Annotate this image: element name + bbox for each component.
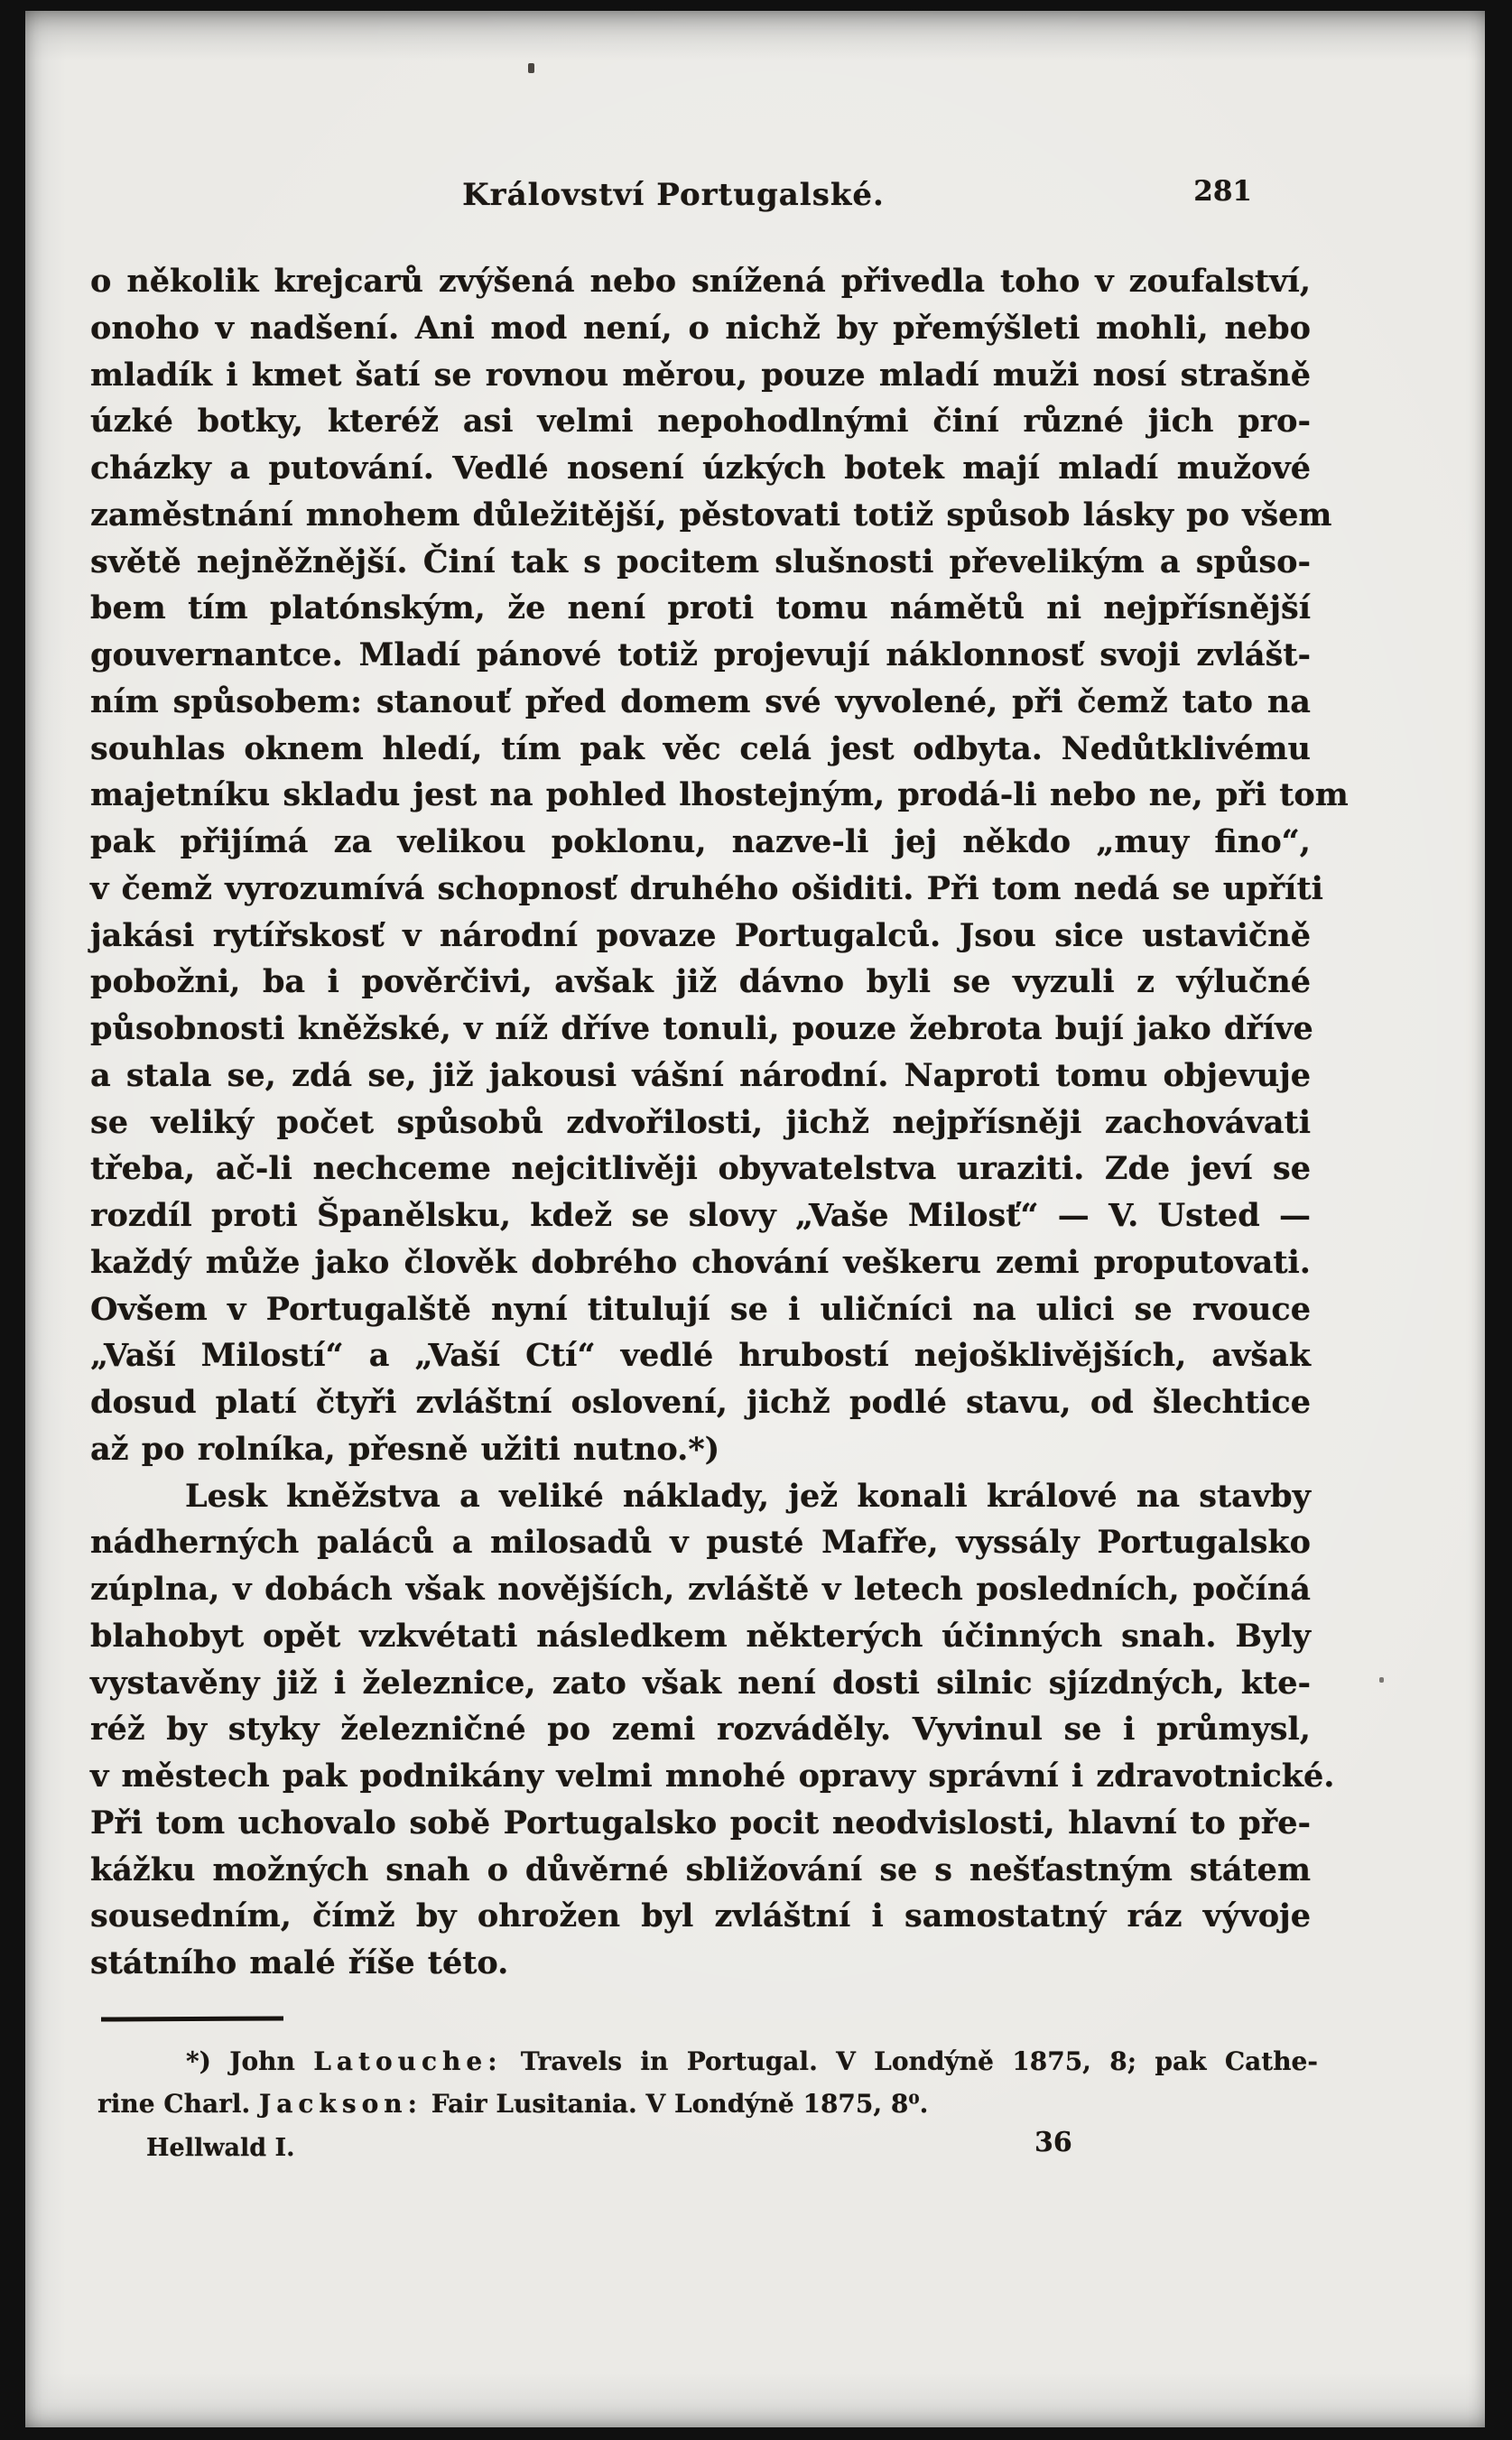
- body-line: bem tím platónským, že není proti tomu námětů ni nejpřísnější: [90, 589, 1311, 627]
- body-line: onoho v nadšení. Ani mod není, o nichž by přemýšleti mohli, nebo: [90, 309, 1311, 347]
- body-line: mladík i kmet šatí se rovnou měrou, pouze mladí muži nosí strašně: [90, 356, 1311, 394]
- body-line: jakási rytířskosť v národní povaze Portugalců. Jsou sice ustavičně: [90, 916, 1311, 954]
- footnote-text: *) John: [186, 2046, 314, 2076]
- footnote-text: rine Charl.: [97, 2089, 259, 2119]
- body-line: působnosti kněžské, v níž dříve tonuli, pouze žebrota bují jako dříve: [90, 1010, 1313, 1047]
- body-line: pak přijímá za velikou poklonu, nazve-li jej někdo „muy fino“,: [90, 823, 1311, 860]
- scan-speck: [528, 63, 534, 73]
- body-line: Ovšem v Portugalště nyní titulují se i uličníci na ulici se rvouce: [90, 1290, 1311, 1328]
- body-line: souhlas oknem hledí, tím pak věc celá jest odbyta. Nedůtklivému: [90, 729, 1311, 767]
- footnote-separator-rule: [101, 2016, 283, 2021]
- body-line: a stala se, zdá se, již jakousi vášní národní. Naproti tomu objevuje: [90, 1056, 1311, 1094]
- body-line: zaměstnání mnohem důležitější, pěstovati totiž spůsob lásky po všem: [90, 496, 1332, 533]
- book-page: [25, 11, 1485, 2427]
- scan-speck: [1379, 1677, 1384, 1683]
- body-line: majetníku skladu jest na pohled lhostejným, prodá-li nebo ne, při tom: [90, 776, 1349, 814]
- footnote: [97, 2040, 1318, 2125]
- body-line: ním spůsobem: stanouť před domem své vyvolené, při čemž tato na: [90, 682, 1311, 720]
- footnote-line-1: [97, 2040, 1318, 2083]
- body-line: gouvernantce. Mladí pánové totiž projevují náklonnosť svoji zvlášt-: [90, 636, 1311, 673]
- body-line: pobožni, ba i pověrčivi, avšak již dávno byli se vyzuli z výlučné: [90, 963, 1311, 1001]
- running-head-title: Království Portugalské.: [462, 177, 885, 213]
- footnote-text: Travels in Portugal. V Londýně 1875, 8; pak Cathe-: [502, 2046, 1318, 2076]
- body-line: kážku možných snah o důvěrné sbližování se s nešťastným státem: [90, 1851, 1311, 1888]
- body-line: v městech pak podnikány velmi mnohé opravy správní i zdravotnické.: [90, 1758, 1335, 1795]
- body-line: každý může jako člověk dobrého chování veškeru zemi proputovati.: [90, 1243, 1311, 1281]
- body-line: blahobyt opět vzkvétati následkem některých účinných snah. Byly: [90, 1617, 1311, 1655]
- body-line: Při tom uchovalo sobě Portugalsko pocit neodvislosti, hlavní to pře-: [90, 1804, 1311, 1842]
- body-line: se veliký počet spůsobů zdvořilosti, jichž nejpřísněji zachovávati: [90, 1103, 1311, 1141]
- body-line: Lesk kněžstva a veliké náklady, jež konali králové na stavby: [185, 1477, 1311, 1515]
- author-name-spaced: Latouche:: [313, 2046, 503, 2076]
- body-line: světě nejněžnější. Činí tak s pocitem slušnosti převelikým a spůso-: [90, 543, 1311, 580]
- author-name-spaced: Jackson:: [258, 2089, 422, 2119]
- body-line: o několik krejcarů zvýšená nebo snížená přivedla toho v zoufalství,: [90, 263, 1311, 300]
- body-line: úzké botky, kteréž asi velmi nepohodlnými činí různé jich pro-: [90, 403, 1311, 441]
- body-line: réž by styky železničné po zemi rozváděly. Vyvinul se i průmysl,: [90, 1711, 1311, 1749]
- body-line: až po rolníka, přesně užiti nutno.*): [90, 1430, 720, 1468]
- body-line: „Vaší Milostí“ a „Vaší Ctí“ vedlé hrubostí nejošklivějších, avšak: [90, 1337, 1311, 1375]
- body-line: v čemž vyrozumívá schopnosť druhého ošiditi. Při tom nedá se upříti: [90, 869, 1323, 907]
- footnote-text: Fair Lusitania. V Londýně 1875, 8⁰.: [422, 2089, 929, 2119]
- body-line: dosud platí čtyři zvláštní oslovení, jichž podlé stavu, od šlechtice: [90, 1384, 1311, 1421]
- body-line: rozdíl proti Španělsku, kdež se slovy „Vaše Milosť“ — V. Usted —: [90, 1197, 1311, 1234]
- page-number: 281: [1193, 175, 1252, 208]
- body-line: vystavěny již i železnice, zato však není dosti silnic sjízdných, kte-: [90, 1664, 1311, 1702]
- body-line: třeba, ač-li nechceme nejcitlivěji obyvatelstva uraziti. Zde jeví se: [90, 1150, 1311, 1188]
- body-line: sousedním, čímž by ohrožen byl zvláštní i samostatný ráz vývoje: [90, 1897, 1311, 1935]
- body-line: zúplna, v dobách však novějších, zvláště v letech posledních, počíná: [90, 1571, 1311, 1608]
- footnote-line-2: [97, 2083, 1318, 2125]
- body-text: [90, 258, 1349, 1987]
- printer-signature: Hellwald I.: [146, 2134, 295, 2162]
- body-line: nádherných paláců a milosadů v pusté Mafře, vyssály Portugalsko: [90, 1524, 1311, 1562]
- body-line: státního malé říše této.: [90, 1944, 509, 1981]
- sheet-number: 36: [1034, 2127, 1072, 2158]
- body-line: cházky a putování. Vedlé nosení úzkých botek mají mladí mužové: [90, 450, 1311, 487]
